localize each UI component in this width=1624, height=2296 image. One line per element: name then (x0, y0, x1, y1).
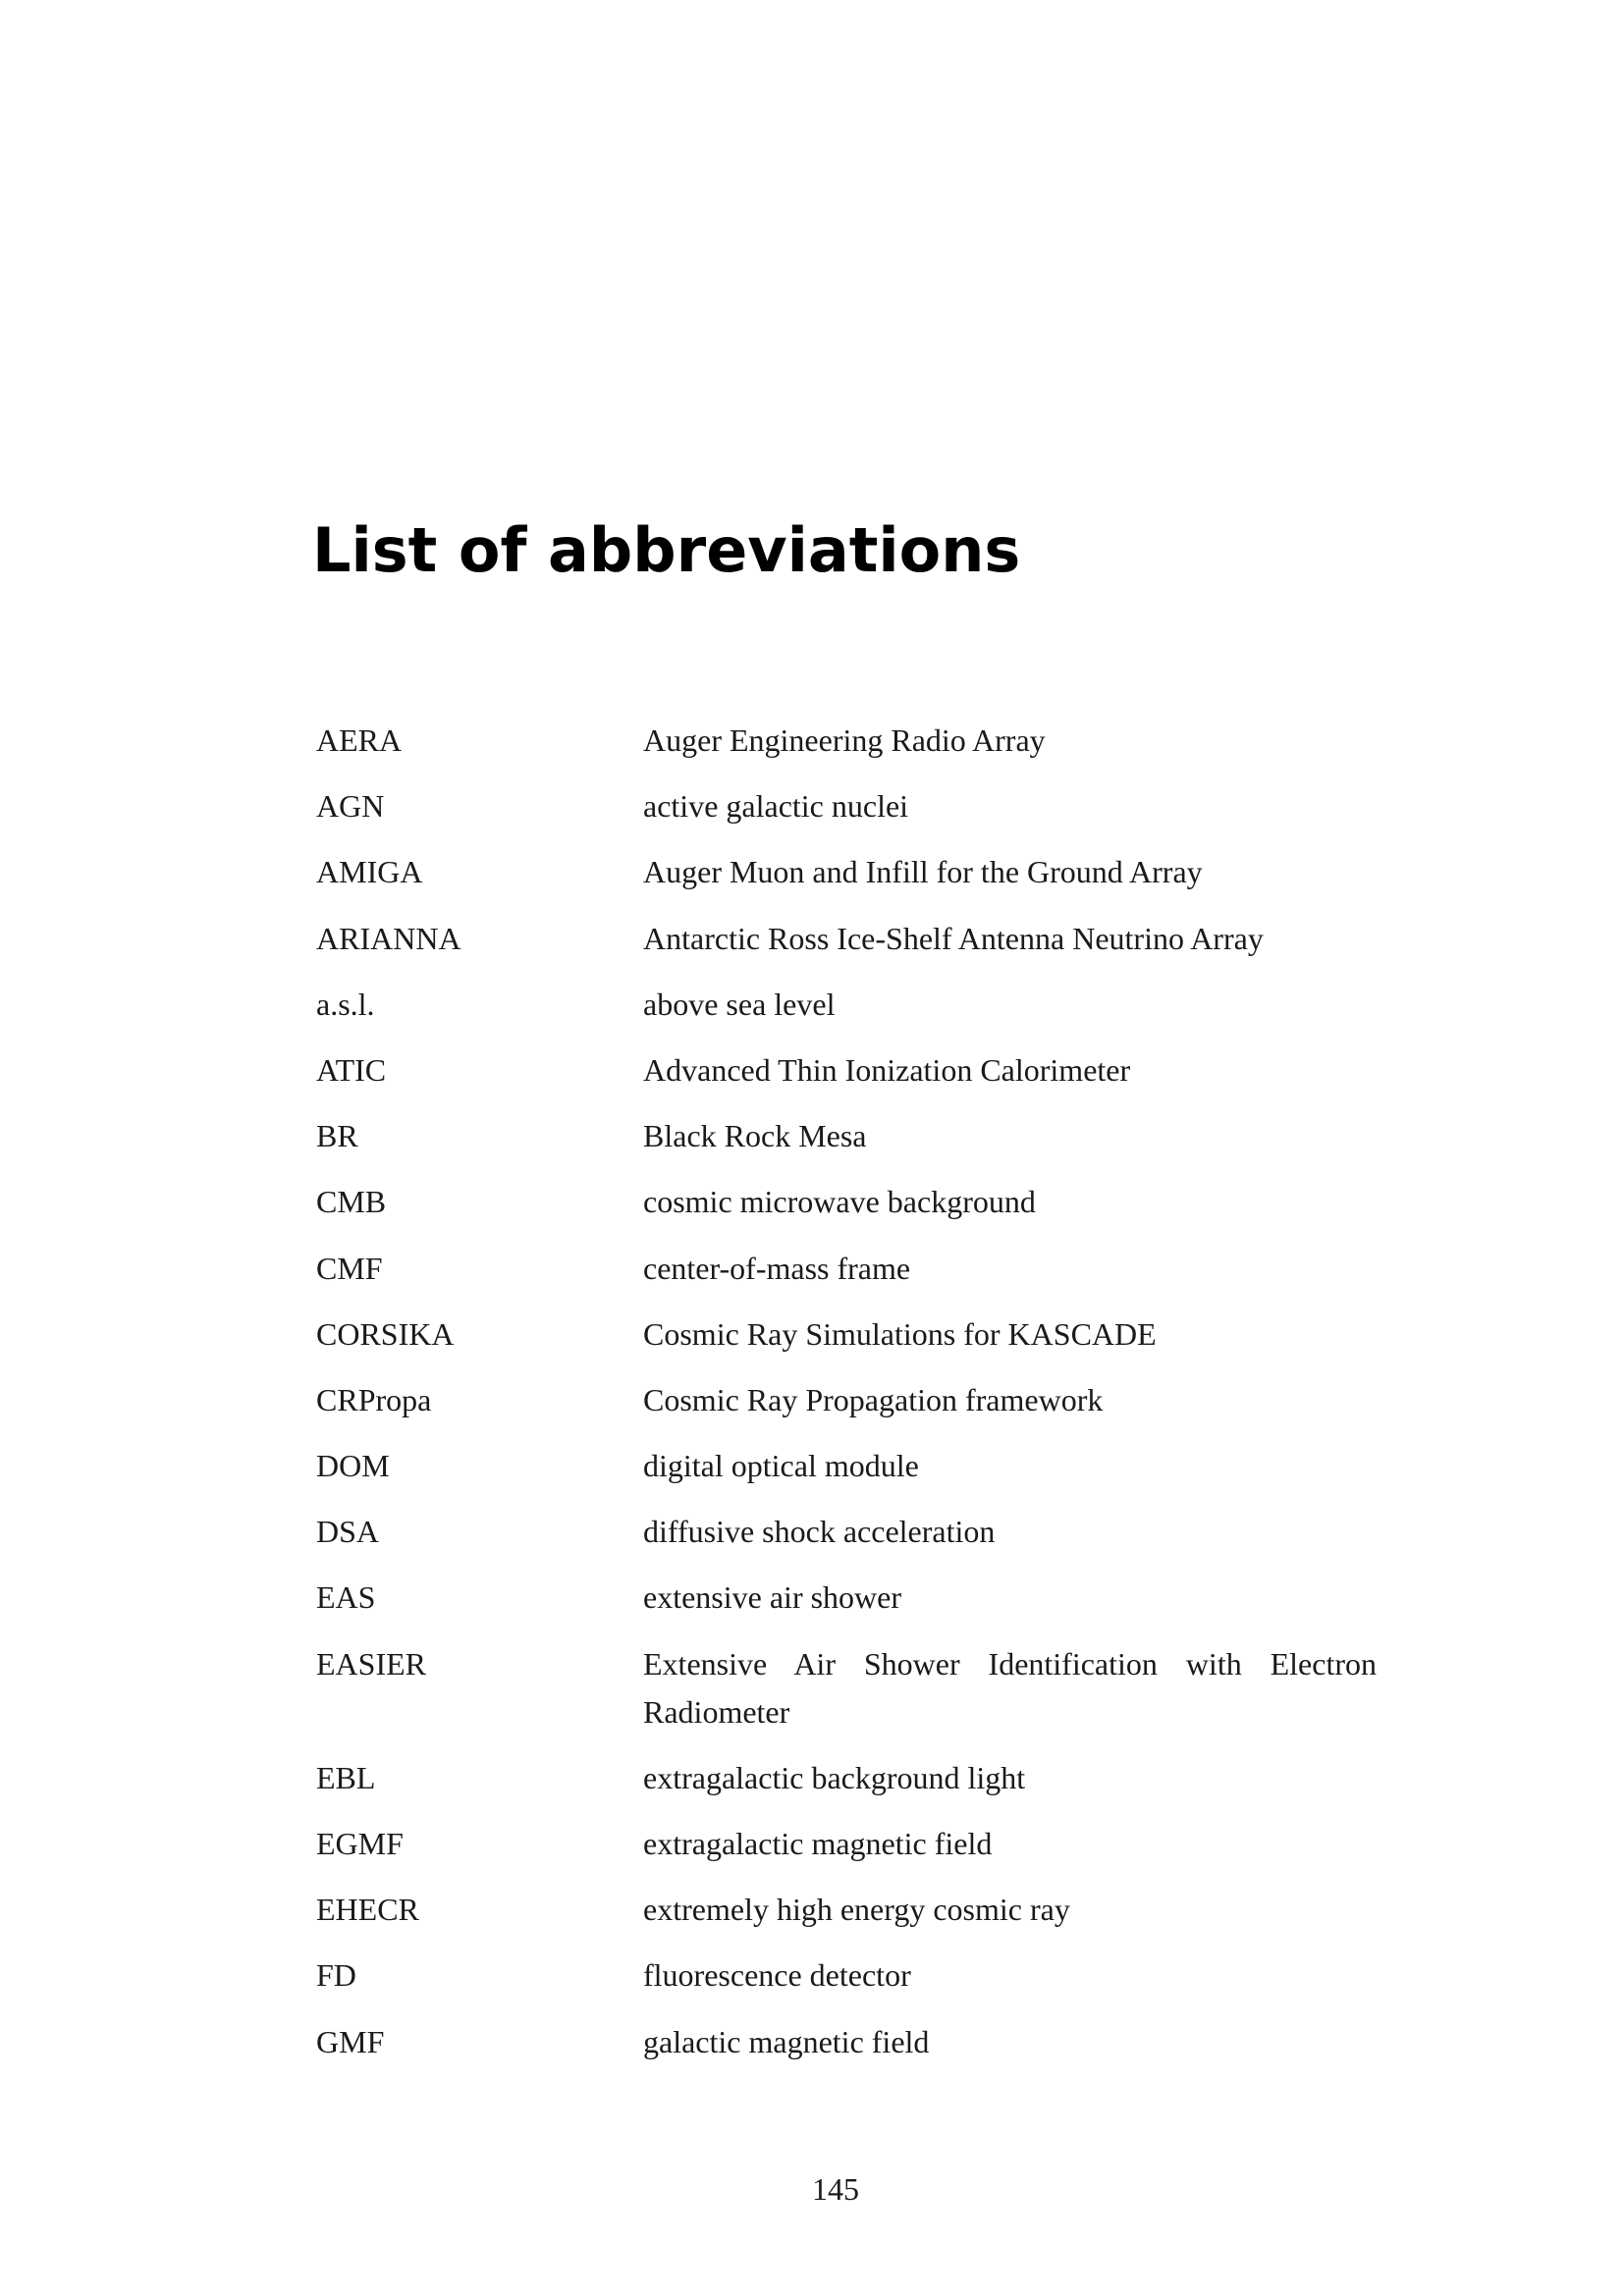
abbreviation-definition: Cosmic Ray Propagation framework (643, 1381, 1104, 1417)
abbreviation-term: AMIGA (316, 854, 423, 890)
list-item (316, 1574, 1377, 1622)
list-item (316, 717, 1377, 765)
abbreviation-term: DSA (316, 1514, 380, 1550)
list-item (316, 1046, 1377, 1095)
abbreviation-term: ATIC (316, 1051, 387, 1088)
list-item (316, 1178, 1377, 1226)
abbreviation-definition: above sea level (643, 986, 836, 1022)
abbreviation-term: AGN (316, 788, 385, 825)
abbreviation-list (316, 717, 1377, 2084)
list-item (316, 2018, 1377, 2066)
abbreviation-term: CORSIKA (316, 1315, 455, 1352)
abbreviation-term: FD (316, 1957, 356, 1994)
abbreviation-definition: digital optical module (643, 1448, 919, 1484)
abbreviation-definition: extremely high energy cosmic ray (643, 1892, 1070, 1928)
list-item (316, 1754, 1377, 1802)
abbreviation-term: CMB (316, 1184, 387, 1220)
abbreviation-term: GMF (316, 2023, 385, 2059)
list-item (316, 1951, 1377, 2000)
abbreviation-definition: fluorescence detector (643, 1957, 911, 1994)
abbreviation-term: a.s.l. (316, 986, 375, 1022)
abbreviation-definition: center-of-mass frame (643, 1250, 911, 1286)
list-item (316, 1820, 1377, 1868)
abbreviation-definition: galactic magnetic field (643, 2023, 930, 2059)
abbreviation-definition: extensive air shower (643, 1579, 902, 1616)
list-item (316, 1376, 1377, 1424)
abbreviation-definition: diffusive shock acceleration (643, 1514, 996, 1550)
list-item (316, 1640, 1377, 1736)
abbreviation-definition: Black Rock Mesa (643, 1118, 867, 1154)
abbreviation-definition: Auger Muon and Infill for the Ground Array (643, 854, 1203, 890)
list-item (316, 1886, 1377, 1934)
list-item (316, 848, 1377, 896)
abbreviation-definition: Antarctic Ross Ice-Shelf Antenna Neutrino Array (643, 920, 1264, 956)
abbreviation-definition: Cosmic Ray Simulations for KASCADE (643, 1315, 1157, 1352)
abbreviation-term: EGMF (316, 1826, 404, 1861)
abbreviation-definition: Extensive Air Shower Identification with Electron Radiometer (643, 1645, 1377, 1730)
abbreviation-term: CMF (316, 1250, 383, 1286)
list-item (316, 1245, 1377, 1293)
abbreviation-term: EASIER (316, 1645, 426, 1682)
list-item (316, 1112, 1377, 1160)
abbreviation-term: EBL (316, 1759, 376, 1795)
list-item (316, 782, 1377, 830)
abbreviation-term: CRPropa (316, 1381, 432, 1417)
list-item (316, 1508, 1377, 1556)
abbreviation-term: AERA (316, 722, 403, 758)
abbreviation-term: EHECR (316, 1892, 419, 1928)
abbreviation-definition: extragalactic magnetic field (643, 1826, 993, 1861)
abbreviation-definition: Auger Engineering Radio Array (643, 722, 1046, 758)
list-item (316, 915, 1377, 963)
list-item (316, 1310, 1377, 1359)
abbreviation-definition: Advanced Thin Ionization Calorimeter (643, 1051, 1131, 1088)
abbreviation-definition: cosmic microwave background (643, 1184, 1036, 1220)
abbreviation-definition: extragalactic background light (643, 1759, 1026, 1795)
page-title: List of abbreviations (312, 514, 1021, 586)
abbreviation-term: DOM (316, 1448, 390, 1484)
abbreviation-definition: active galactic nuclei (643, 788, 909, 825)
abbreviation-term: ARIANNA (316, 920, 461, 956)
list-item (316, 981, 1377, 1029)
list-item (316, 1442, 1377, 1490)
abbreviation-term: BR (316, 1118, 358, 1154)
page-number: 145 (812, 2171, 859, 2207)
abbreviation-term: EAS (316, 1579, 376, 1616)
